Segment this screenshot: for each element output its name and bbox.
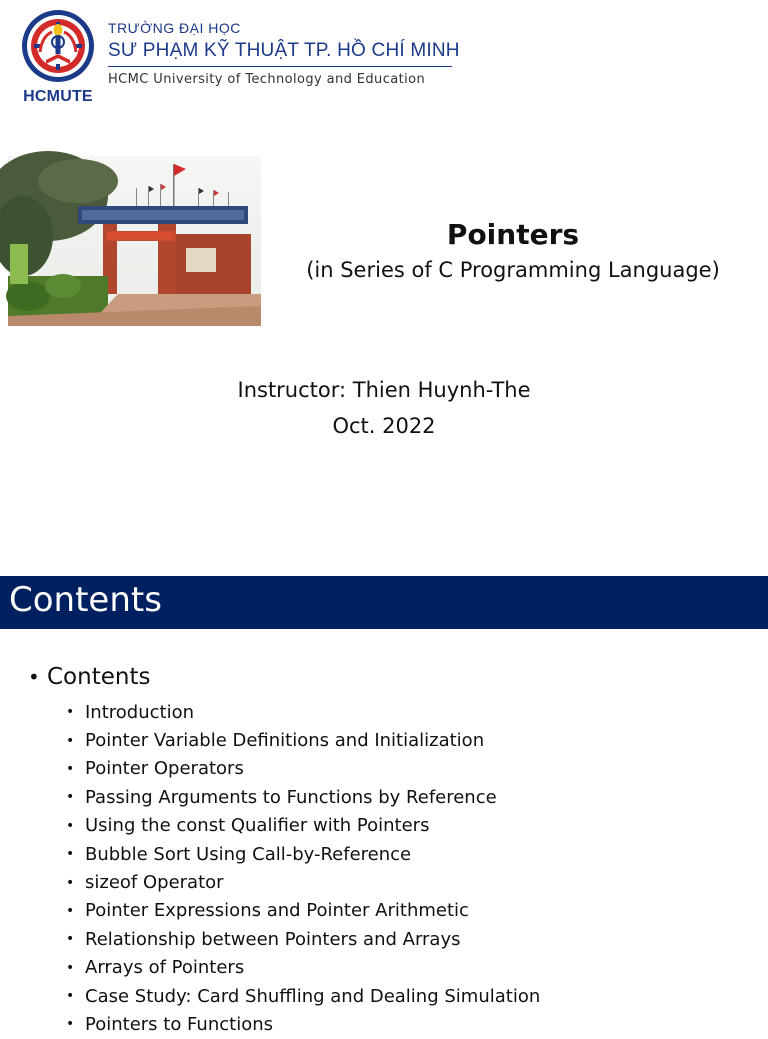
list-item bbox=[66, 812, 540, 840]
logo-wordmark: HCMUTE bbox=[23, 88, 93, 105]
list-item bbox=[66, 897, 540, 925]
list-item bbox=[66, 783, 540, 811]
university-name-line1: TRƯỜNG ĐẠI HỌC bbox=[108, 20, 241, 36]
bullet-icon: • bbox=[66, 760, 75, 777]
contents-slide bbox=[0, 576, 768, 1035]
university-logo bbox=[18, 8, 98, 108]
presentation-date: Oct. 2022 bbox=[332, 414, 436, 438]
bullet-icon: • bbox=[66, 704, 75, 721]
list-item bbox=[66, 840, 540, 868]
bullet-icon: • bbox=[66, 846, 75, 863]
toc-item-label: Bubble Sort Using Call-by-Reference bbox=[85, 843, 412, 865]
list-item bbox=[66, 954, 540, 982]
slide-title: Pointers bbox=[446, 218, 580, 251]
list-item bbox=[66, 982, 540, 1010]
list-item bbox=[66, 726, 540, 754]
university-name-english: HCMC University of Technology and Education bbox=[108, 72, 426, 87]
list-item bbox=[66, 698, 540, 726]
slide-header-title: Contents bbox=[9, 580, 162, 620]
toc-item-label: Introduction bbox=[85, 701, 195, 723]
university-name-divider bbox=[108, 66, 452, 67]
bullet-icon: • bbox=[66, 817, 75, 834]
slide-header-bar bbox=[0, 576, 768, 629]
bullet-icon: • bbox=[66, 931, 75, 948]
university-name-line2: SƯ PHẠM KỸ THUẬT TP. HỒ CHÍ MINH bbox=[108, 40, 460, 61]
bullet-icon: • bbox=[66, 1016, 75, 1033]
bullet-icon: • bbox=[66, 874, 75, 891]
bullet-icon: • bbox=[28, 665, 40, 689]
toc-item-label: Pointer Variable Definitions and Initialization bbox=[85, 730, 485, 752]
toc-item-label: Pointer Expressions and Pointer Arithmetic bbox=[85, 900, 469, 922]
list-item bbox=[66, 755, 540, 783]
campus-gate-photo bbox=[8, 156, 261, 326]
list-item bbox=[66, 925, 540, 953]
toc-item-label: Passing Arguments to Functions by Reference bbox=[85, 786, 497, 808]
instructor-name: Instructor: Thien Huynh-The bbox=[237, 378, 531, 402]
toc-list bbox=[66, 698, 540, 1039]
slide-subtitle: (in Series of C Programming Language) bbox=[306, 258, 720, 282]
toc-item-label: Arrays of Pointers bbox=[85, 957, 245, 979]
toc-item-label: Pointer Operators bbox=[85, 758, 244, 780]
list-item bbox=[66, 1010, 540, 1038]
toc-item-label: Using the const Qualifier with Pointers bbox=[85, 815, 430, 837]
bullet-icon: • bbox=[66, 789, 75, 806]
hcmute-emblem-icon bbox=[20, 8, 96, 84]
toc-item-label: Pointers to Functions bbox=[85, 1013, 273, 1035]
toc-item-label: Case Study: Card Shuffling and Dealing Simulation bbox=[85, 985, 541, 1007]
toc-top-level-item bbox=[28, 664, 150, 690]
bullet-icon: • bbox=[66, 902, 75, 919]
toc-top-level-label: Contents bbox=[47, 664, 151, 690]
bullet-icon: • bbox=[66, 959, 75, 976]
bullet-icon: • bbox=[66, 988, 75, 1005]
list-item bbox=[66, 868, 540, 896]
toc-item-label: sizeof Operator bbox=[85, 872, 224, 894]
bullet-icon: • bbox=[66, 732, 75, 749]
toc-item-label: Relationship between Pointers and Arrays bbox=[85, 928, 461, 950]
